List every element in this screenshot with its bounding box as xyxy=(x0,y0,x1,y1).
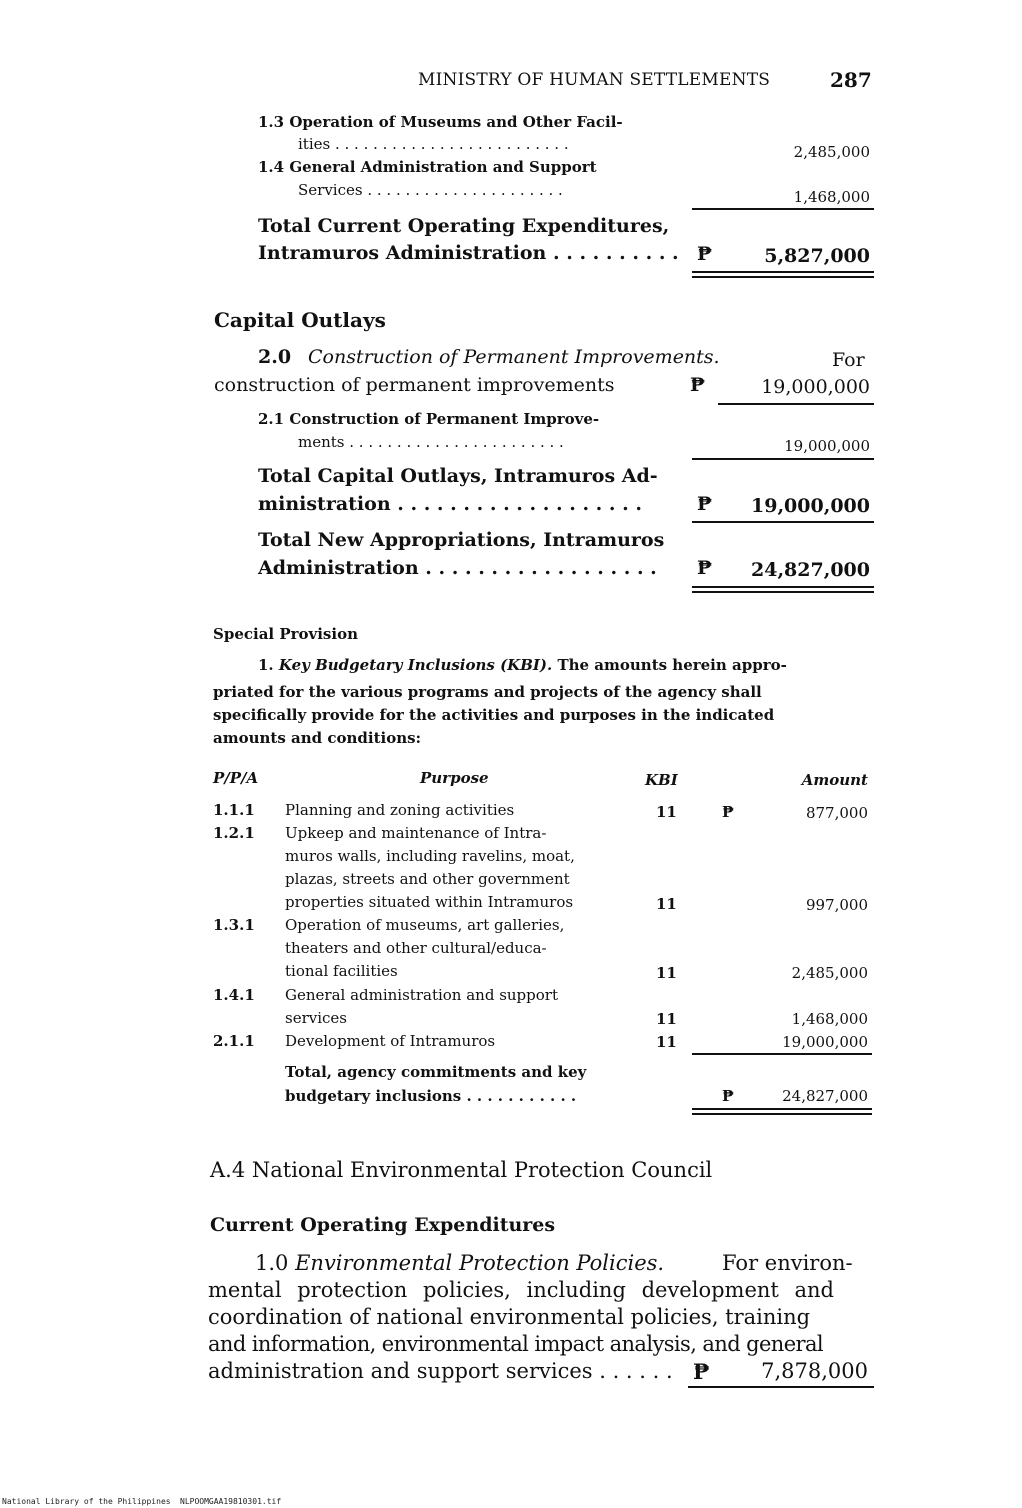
double-rule-table-total xyxy=(692,1108,872,1115)
kbi-number: 1. xyxy=(258,656,274,674)
row-ppa: 1.4.1 xyxy=(213,986,255,1004)
row-purpose-line: General administration and support xyxy=(285,986,558,1004)
page-number: 287 xyxy=(830,68,872,92)
row-amount: 997,000 xyxy=(805,896,868,914)
row-purpose-line: theaters and other cultural/educa- xyxy=(285,939,547,957)
rule-under-total-capital xyxy=(692,521,874,523)
running-header-title: MINISTRY OF HUMAN SETTLEMENTS xyxy=(418,70,771,90)
item-2-1-amount: 19,000,000 xyxy=(784,437,870,455)
nepc-para-line5: administration and support services . . . . . . xyxy=(208,1359,673,1383)
total-new-approp-amount: 24,827,000 xyxy=(751,559,870,581)
row-purpose-line: services xyxy=(285,1009,347,1027)
item-1-4-amount: 1,468,000 xyxy=(793,188,870,206)
table-total-line2: budgetary inclusions . . . . . . . . . . . xyxy=(285,1087,577,1105)
nepc-para-line1 xyxy=(255,1251,664,1275)
total-capital-line2: ministration . . . . . . . . . . . . . . . . . . . xyxy=(258,493,642,515)
footer-file-id: NLPOOMGAA19810301.tif xyxy=(180,1497,282,1506)
item-1-3-line1: 1.3 Operation of Museums and Other Facil- xyxy=(258,113,623,131)
kbi-para-line1 xyxy=(258,656,868,674)
row-purpose-line: tional facilities xyxy=(285,962,398,980)
rule-under-nepc xyxy=(688,1386,874,1388)
row-ppa: 2.1.1 xyxy=(213,1032,255,1050)
kbi-title: Key Budgetary Inclusions (KBI). xyxy=(278,656,553,674)
row-purpose-line: muros walls, including ravelins, moat, xyxy=(285,847,575,865)
total-current-op-amount: 5,827,000 xyxy=(764,245,870,267)
row-amount: 1,468,000 xyxy=(791,1010,868,1028)
rule-under-2-1-1 xyxy=(692,1053,872,1055)
nepc-amount: 7,878,000 xyxy=(761,1359,868,1383)
peso-sign: ₱ xyxy=(690,374,706,396)
total-capital-line1: Total Capital Outlays, Intramuros Ad- xyxy=(258,465,658,487)
item-2-1-line2: ments . . . . . . . . . . . . . . . . . . . . . . . xyxy=(298,433,564,451)
nepc-para-line2: mental protection policies, including development and xyxy=(208,1278,834,1302)
rule-under-1-4 xyxy=(692,208,874,210)
col-header-kbi-text: KBI xyxy=(645,771,678,789)
item-1-4-line1: 1.4 General Administration and Support xyxy=(258,158,597,176)
item-1-4-line2: Services . . . . . . . . . . . . . . . . . . . . . xyxy=(298,181,563,199)
double-rule-total-new xyxy=(692,586,874,593)
kbi-para-line4: amounts and conditions: xyxy=(213,729,422,747)
peso-sign: ₱ xyxy=(697,557,713,579)
table-total-amount: 24,827,000 xyxy=(782,1087,868,1105)
nepc-item-title: Environmental Protection Policies. xyxy=(295,1251,665,1275)
row-kbi: 11 xyxy=(656,1010,677,1028)
row-purpose-line: Development of Intramuros xyxy=(285,1032,496,1050)
col-header-amount xyxy=(730,771,868,789)
rule-under-2-0 xyxy=(718,403,874,405)
nepc-line1-rest: For environ- xyxy=(722,1251,853,1275)
footer-library: National Library of the Philippines xyxy=(2,1497,171,1506)
row-ppa: 1.3.1 xyxy=(213,916,255,934)
peso-sign: ₱ xyxy=(722,803,734,821)
row-amount: 19,000,000 xyxy=(782,1033,868,1051)
total-current-op-line1: Total Current Operating Expenditures, xyxy=(258,215,670,237)
peso-sign: ₱ xyxy=(693,1359,710,1384)
row-amount: 2,485,000 xyxy=(791,964,868,982)
item-2-0-title-text: Construction of Permanent Improvements. xyxy=(308,346,720,368)
col-header-ppa-text: P/P/A xyxy=(213,769,259,787)
nepc-subheading: Current Operating Expenditures xyxy=(210,1214,556,1236)
row-ppa: 1.1.1 xyxy=(213,801,255,819)
capital-outlays-heading: Capital Outlays xyxy=(214,308,386,332)
row-purpose-line: Operation of museums, art galleries, xyxy=(285,916,565,934)
row-kbi: 11 xyxy=(656,803,677,821)
row-kbi: 11 xyxy=(656,964,677,982)
row-amount: 877,000 xyxy=(805,804,868,822)
special-provision-heading: Special Provision xyxy=(213,625,358,643)
total-new-approp-line1: Total New Appropriations, Intramuros xyxy=(258,529,665,551)
col-header-kbi xyxy=(645,771,678,789)
row-purpose-line: Planning and zoning activities xyxy=(285,801,515,819)
row-purpose-line: Upkeep and maintenance of Intra- xyxy=(285,824,547,842)
nepc-item-number: 1.0 xyxy=(255,1251,289,1275)
row-ppa: 1.2.1 xyxy=(213,824,255,842)
item-2-0-title xyxy=(308,346,720,368)
col-header-purpose-text: Purpose xyxy=(420,769,489,787)
row-purpose-line: plazas, streets and other government xyxy=(285,870,570,888)
double-rule-total-current xyxy=(692,271,874,278)
peso-sign: ₱ xyxy=(697,243,713,265)
peso-sign: ₱ xyxy=(697,493,713,515)
col-header-ppa xyxy=(213,769,258,787)
item-2-0-amount: 19,000,000 xyxy=(761,376,870,398)
table-total-line1: Total, agency commitments and key xyxy=(285,1063,587,1081)
nepc-heading: A.4 National Environmental Protection Council xyxy=(210,1158,713,1182)
col-header-purpose xyxy=(420,769,489,787)
row-kbi: 11 xyxy=(656,895,677,913)
row-purpose-line: properties situated within Intramuros xyxy=(285,893,574,911)
total-current-op-line2: Intramuros Administration . . . . . . . . . . xyxy=(258,242,679,264)
item-2-1-line1: 2.1 Construction of Permanent Improve- xyxy=(258,410,600,428)
row-kbi: 11 xyxy=(656,1033,677,1051)
item-1-3-amount: 2,485,000 xyxy=(793,143,870,161)
kbi-line1-rest: The amounts herein appro- xyxy=(557,656,787,674)
item-2-0-line2: construction of permanent improvements xyxy=(214,374,615,396)
col-header-amount-text: Amount xyxy=(801,771,868,789)
item-1-3-line2: ities . . . . . . . . . . . . . . . . . . . . . . . . . xyxy=(298,135,569,153)
kbi-para-line3: specifically provide for the activities and purposes in the indicated xyxy=(213,706,775,724)
nepc-para-line4: and information, environmental impact analysis, and general xyxy=(208,1332,824,1356)
nepc-para-line3: coordination of national environmental policies, training xyxy=(208,1305,811,1329)
rule-under-2-1 xyxy=(692,458,874,460)
peso-sign: ₱ xyxy=(722,1087,734,1105)
item-2-0-for: For xyxy=(832,349,865,371)
item-2-0-number: 2.0 xyxy=(258,346,292,368)
kbi-para-line2: priated for the various programs and projects of the agency shall xyxy=(213,683,762,701)
total-capital-amount: 19,000,000 xyxy=(751,495,870,517)
total-new-approp-line2: Administration . . . . . . . . . . . . . . . . . . xyxy=(258,557,657,579)
